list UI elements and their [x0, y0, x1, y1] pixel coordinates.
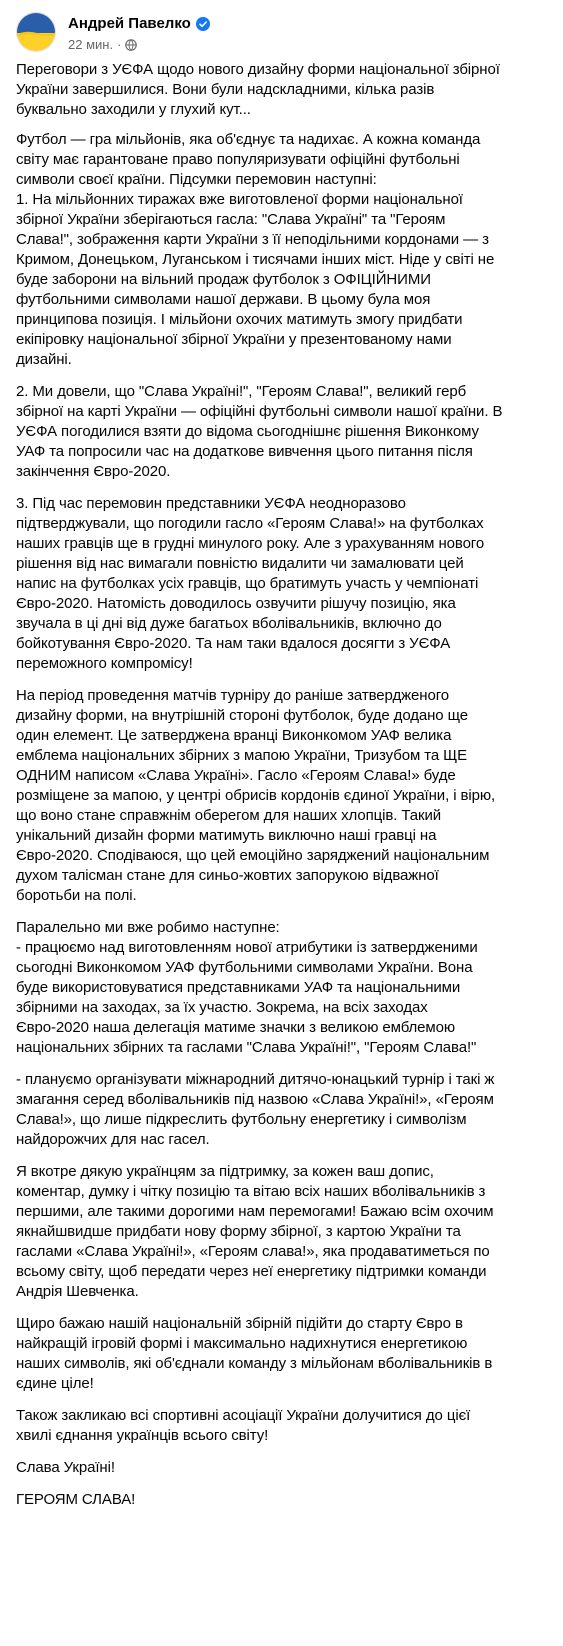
post-meta [68, 37, 137, 52]
post-timestamp[interactable]: 22 мин. [68, 37, 114, 52]
verified-badge-icon [196, 17, 210, 31]
post-paragraph-10: Слава Україні! [16, 1459, 115, 1476]
post-paragraph-8: Щиро бажаю нашій національній збірній підійти до старту Євро в найкращій ігровій формі і максимально надихнутися енергетикою наших символів, які об'єднали команду з мільйонам вболівальників в єдине ціле! [16, 1315, 493, 1392]
post-paragraph-2: 2. Ми довели, що "Слава Україні!", "Героям Слава!", великий герб збірної на карті України — офіційні футбольні символи нашої країни. В УЄФА погодилися взяти до відома сьогоднішнє рішення Виконкому УАФ та попросили час на додаткове вивчення цього питання після закінчення Євро-2020. [16, 383, 503, 480]
post-paragraph-6: - плануємо організувати міжнародний дитячо-юнацький турнір і такі ж змагання серед вболівальників під назвою «Слава Україні!», «Героям Слава!», що лише підкреслить футбольну енергетику і символізм найдорожчих для нас гасел. [16, 1071, 495, 1148]
author-name-link[interactable] [68, 15, 210, 32]
avatar[interactable] [16, 12, 56, 52]
post-text [16, 60, 504, 1522]
meta-separator: · [117, 37, 122, 52]
author-name: Андрей Павелко [68, 15, 191, 32]
post-paragraph-intro: Переговори з УЄФА щодо нового дизайну форми національної збірної України завершилися. Вони були надскладними, кілька разів буквально заходили у глухий кут... [16, 61, 500, 118]
post-header [16, 12, 536, 56]
post-paragraph-5: Паралельно ми вже робимо наступне: - працюємо над виготовленням нової атрибутики із затвердженими сьогодні Виконкомом УАФ футбольними символами України. Вона буде використовуватися представниками УАФ та національними збірними на заходах, за їх участю. Зокрема, на всіх заходах Євро-2020 наша делегація матиме значки з великою емблемою національних збірних та гаслами "Слава Україні!", "Героям Слава!" [16, 919, 478, 1056]
post-paragraph-11: ГЕРОЯМ СЛАВА! [16, 1491, 136, 1508]
post-paragraph-3: 3. Під час перемовин представники УЄФА неодноразово підтверджували, що погодили гасло «Героям Слава!» на футболках наших гравців ще в грудні минулого року. Але з урахуванням нового рішення від нас вимагали повністю видалити чи замалювати цей напис на футболках усіх гравців, що братимуть участь у чемпіонаті Євро-2020. Натомість доводилось озвучити рішучу позицію, яка звучала в ці дні від дуже багатьох вболівальників, включно до бойкотування Євро-2020. Та нам таки вдалося досягти з УЄФА переможного компромісу! [16, 495, 485, 672]
post-paragraph-4: На період проведення матчів турніру до раніше затвердженого дизайну форми, на внутрішній стороні футболок, буде додано ще один елемент. Це затверджена вранці Виконкомом УАФ велика емблема національних збірних з мапою України, Тризубом та ЩЕ ОДНИМ написом «Слава Україні». Гасло «Героям Слава!» буде розміщене за мапою, у центрі обрисів кордонів єдиної України, і вірю, що воно стане справжнім оберегом для наших хлопців. Такий унікальний дизайн форми матимуть виключно наші гравці на Євро-2020. Сподіваюся, що цей емоційно заряджений національним духом талісман стане для синьо-жовтих запорукою відважної боротьби на полі. [16, 687, 496, 904]
globe-icon[interactable] [125, 39, 137, 51]
post-paragraph-9: Також закликаю всі спортивні асоціації України долучитися до цієї хвилі єднання українців всього світу! [16, 1407, 471, 1444]
post-paragraph-1: Футбол — гра мільйонів, яка об'єднує та надихає. А кожна команда світу має гарантоване право популяризувати офіційні футбольні символи своєї країни. Підсумки перемовин наступні: 1. На мільйонних тиражах вже виготовленої форми національної збірної України зберігаються гасла: "Слава Україні" та "Героям Слава!", зображення карти України з її неподільними кордонами — з Кримом, Донецьком, Луганськом і тисячами інших міст. Ніде у світі не буде заборони на вільний продаж футболок з ОФІЦІЙНИМИ футбольними символами нашої держави. В цьому була моя принципова позиція. І мільйони охочих матимуть змогу придбати екіпіровку національної збірної України у презентованому нами дизайні. [16, 131, 495, 368]
post-paragraph-7: Я вкотре дякую українцям за підтримку, за кожен ваш допис, коментар, думку і чітку позицію та вітаю всіх наших вболівальників з першими, але такими дорогими нам перемогами! Бажаю всім охочим якнайшвидше придбати нову форму збірної, з картою України та гаслами «Слава Україні!», «Героям слава!», яка продаватиметься по всьому світу, щоб передати через неї енергетику підтримки команди Андрія Шевченка. [16, 1163, 494, 1300]
flag-avatar-image [17, 13, 56, 52]
